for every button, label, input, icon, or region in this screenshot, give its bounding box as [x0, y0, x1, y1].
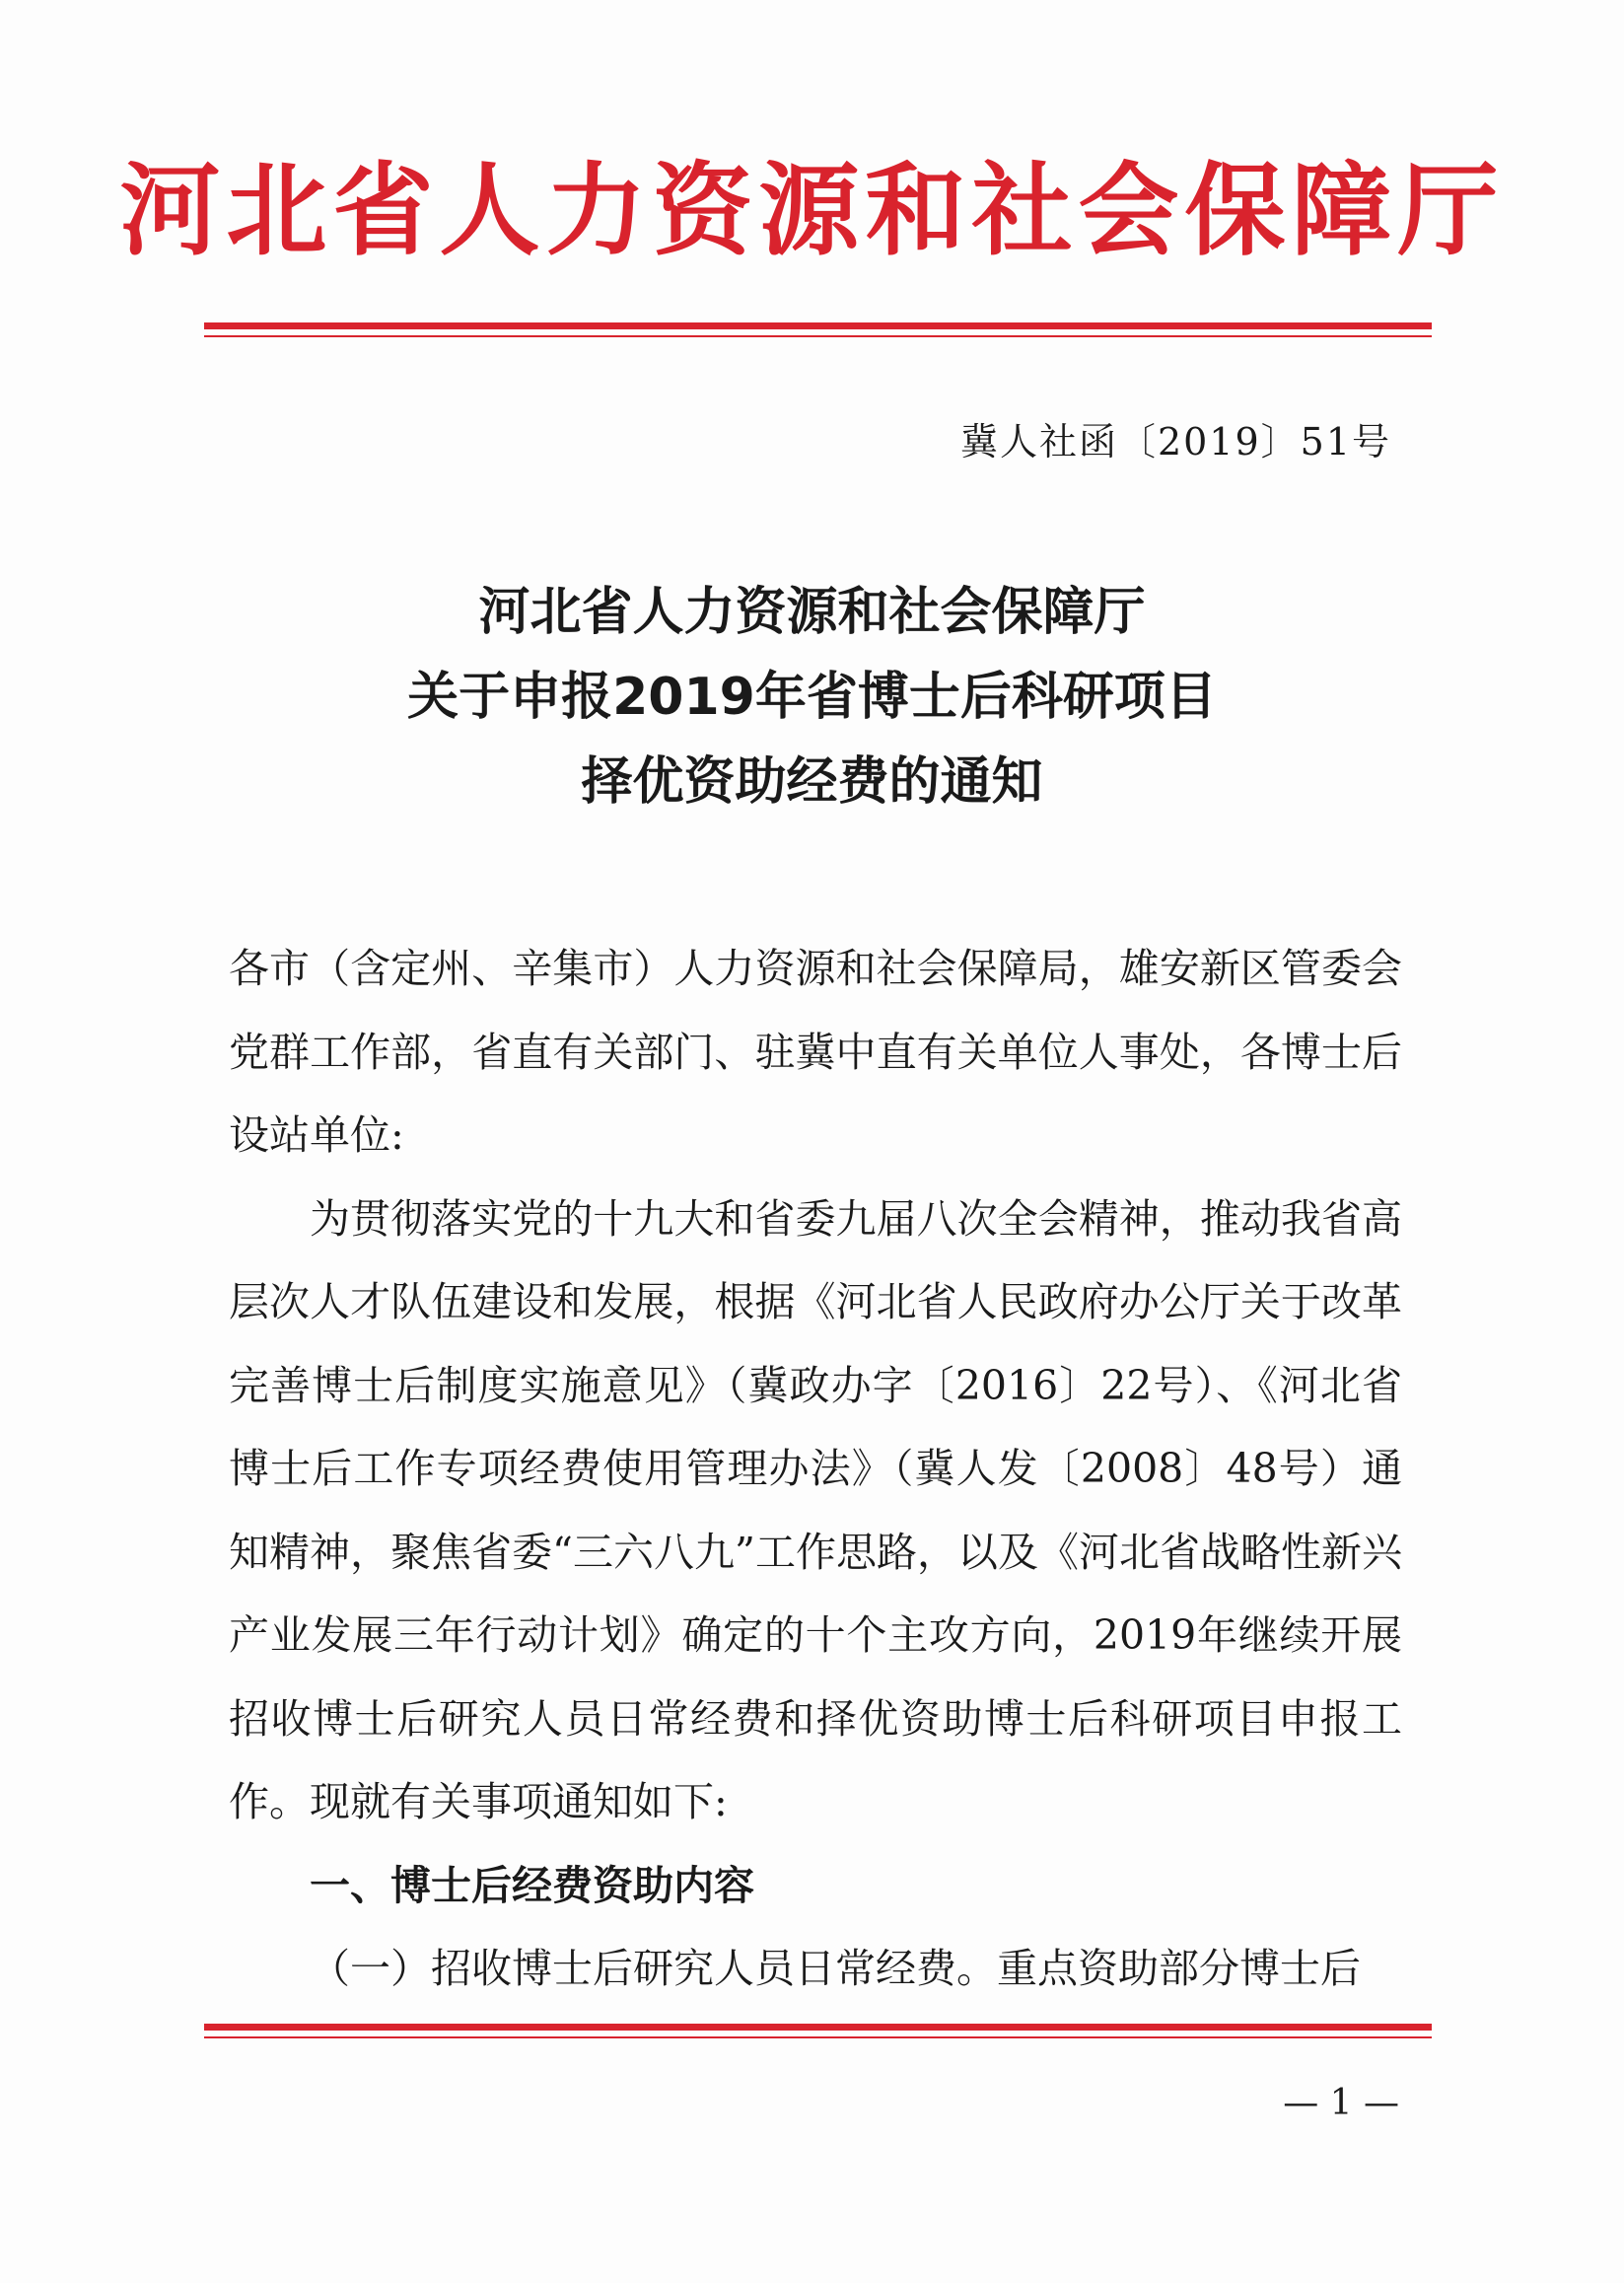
document-title — [0, 570, 1624, 824]
section-1-item-1: （一）招收博士后研究人员日常经费。重点资助部分博士后 — [310, 1945, 1361, 1992]
section-1-heading: 一、博士后经费资助内容 — [310, 1861, 754, 1909]
paragraph-1: 为贯彻落实党的十九大和省委九届八次全会精神，推动我省高层次人才队伍建设和发展，根据《河北省人民政府办公厅关于改革完善博士后制度实施意见》（冀政办字〔2016〕22号）、《河北省博士后工作专项经费使用管理办法》（冀人发〔2008〕48号）通知精神，聚焦省委“三六八九”工作思路，以及《河北省战略性新兴产业发展三年行动计划》确定的十个主攻方向，2019年继续开展招收博士后研究人员日常经费和择优资助博士后科研项目申报工作。现就有关事项通知如下: — [229, 1194, 1402, 1825]
document-title-line-2: 关于申报2019年省博士后科研项目 — [407, 668, 1217, 727]
salutation: 各市（含定州、辛集市）人力资源和社会保障局，雄安新区管委会党群工作部，省直有关部门、驻冀中直有关单位人事处，各博士后设站单位: — [229, 945, 1402, 1159]
footer-divider — [204, 2024, 1432, 2038]
letterhead-title: 河北省人力资源和社会保障厅 — [119, 153, 1505, 270]
page-number: — 1 — — [1283, 2083, 1399, 2123]
document-title-line-1: 河北省人力资源和社会保障厅 — [478, 583, 1146, 642]
document-body — [229, 927, 1402, 2011]
document-number: 冀人社函〔2019〕51号 — [959, 420, 1391, 464]
document-title-line-3: 择优资助经费的通知 — [581, 752, 1043, 812]
letterhead-divider — [204, 322, 1432, 337]
